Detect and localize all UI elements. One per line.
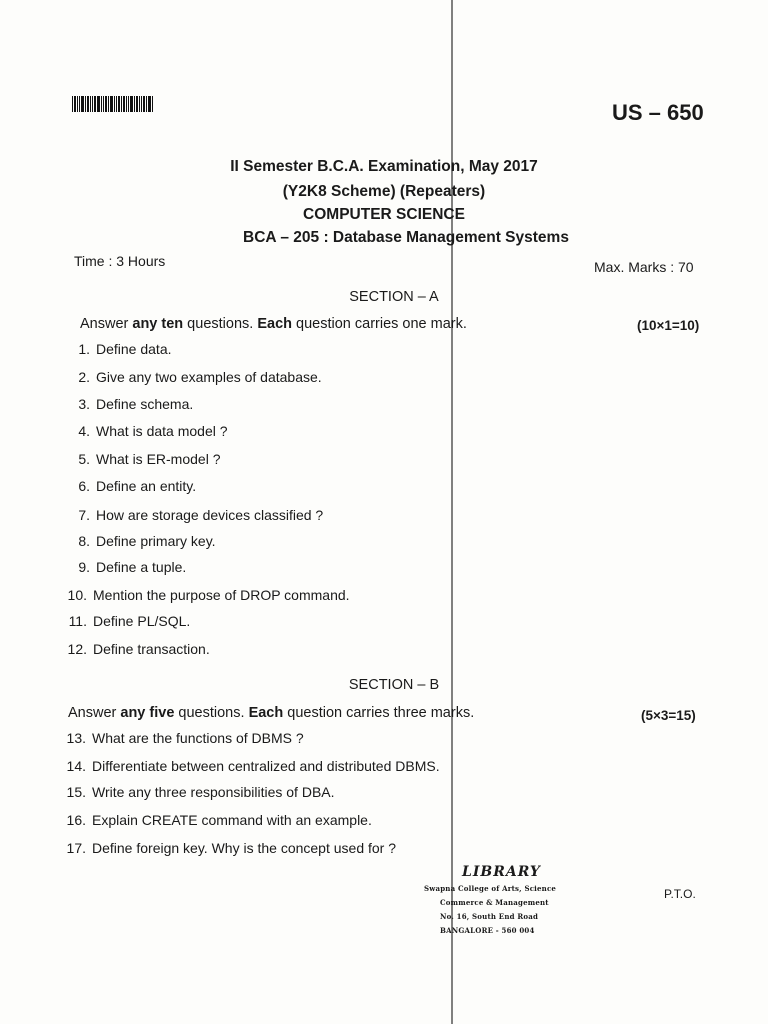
barcode-bar: [103, 96, 104, 112]
barcode-bar: [74, 96, 76, 112]
question-number: 4.: [78, 423, 90, 439]
barcode-bar: [143, 96, 145, 112]
exam-paper: BCA – 205 : Database Management Systems: [243, 229, 569, 246]
question-number: 5.: [78, 451, 90, 467]
barcode-bar: [152, 96, 153, 112]
question-text: Define data.: [96, 341, 172, 357]
question-number: 15.: [66, 784, 86, 800]
pto-label: P.T.O.: [664, 887, 696, 901]
question-item: [58, 784, 335, 800]
barcode-bar: [136, 96, 138, 112]
question-text: Define PL/SQL.: [93, 613, 191, 629]
question-text: Define schema.: [96, 396, 194, 412]
question-item: [62, 396, 193, 412]
barcode-bar: [148, 96, 151, 112]
barcode-bar: [85, 96, 86, 112]
question-text: Mention the purpose of DROP command.: [93, 587, 350, 603]
question-number: 7.: [78, 507, 90, 523]
question-text: Give any two examples of database.: [96, 369, 322, 385]
question-number: 9.: [78, 559, 90, 575]
question-number: 14.: [66, 758, 86, 774]
fold-line: [451, 0, 453, 1024]
exam-scheme: (Y2K8 Scheme) (Repeaters): [282, 183, 486, 200]
barcode-bar: [130, 96, 133, 112]
question-text: Define transaction.: [93, 641, 210, 657]
library-stamp-line: Swapna College of Arts, Science: [424, 884, 557, 893]
barcode-bar: [128, 96, 129, 112]
question-text: Define foreign key. Why is the concept used for ?: [92, 840, 397, 856]
question-text: Write any three responsibilities of DBA.: [92, 784, 335, 800]
question-number: 2.: [78, 369, 90, 385]
section-a-allocation: (10×1=10): [637, 318, 700, 333]
library-stamp-line: Commerce & Management: [440, 898, 549, 907]
barcode-bar: [101, 96, 102, 112]
question-number: 16.: [66, 812, 86, 828]
barcode-bar: [108, 96, 109, 112]
barcode-bar: [126, 96, 127, 112]
section-a-title: SECTION – A: [349, 289, 439, 305]
question-item: [62, 478, 196, 494]
library-stamp-line: BANGALORE - 560 004: [440, 926, 535, 935]
question-text: Explain CREATE command with an example.: [92, 812, 372, 828]
question-item: [62, 451, 220, 467]
question-text: Define an entity.: [96, 478, 197, 494]
question-text: Define a tuple.: [96, 559, 187, 575]
question-item: [62, 533, 216, 549]
question-number: 3.: [78, 396, 90, 412]
question-item: [62, 507, 323, 523]
question-number: 17.: [66, 840, 86, 856]
question-number: 10.: [67, 587, 87, 603]
barcode-bar: [118, 96, 120, 112]
question-text: What is ER-model ?: [96, 451, 221, 467]
barcode-bar: [94, 96, 96, 112]
question-item: [58, 758, 440, 774]
section-b-title: SECTION – B: [348, 677, 440, 693]
max-marks: Max. Marks : 70: [594, 259, 694, 275]
question-item: [62, 423, 228, 439]
barcode-bar: [116, 96, 117, 112]
barcode-bar: [72, 96, 73, 112]
question-item: [59, 641, 210, 657]
question-number: 12.: [67, 641, 87, 657]
question-item: [58, 730, 304, 746]
barcode-bar: [97, 96, 100, 112]
question-text: What are the functions of DBMS ?: [92, 730, 304, 746]
barcode-bar: [139, 96, 140, 112]
barcode-bar: [87, 96, 89, 112]
question-item: [58, 812, 372, 828]
barcode-bar: [146, 96, 147, 112]
question-text: Define primary key.: [96, 533, 216, 549]
section-b-allocation: (5×3=15): [641, 708, 696, 723]
question-number: 11.: [68, 613, 87, 629]
exam-subject: COMPUTER SCIENCE: [303, 206, 465, 223]
question-item: [58, 840, 396, 856]
barcode-bar: [110, 96, 113, 112]
time-allowed: Time : 3 Hours: [74, 253, 166, 269]
question-text: What is data model ?: [96, 423, 228, 439]
barcode-bar: [90, 96, 91, 112]
barcode-bar: [81, 96, 84, 112]
question-number: 6.: [78, 478, 90, 494]
question-item: [59, 613, 190, 629]
paper-code: US – 650: [612, 100, 704, 125]
barcode-bar: [77, 96, 78, 112]
question-item: [62, 559, 186, 575]
question-number: 13.: [66, 730, 86, 746]
exam-title: II Semester B.C.A. Examination, May 2017: [230, 158, 538, 175]
barcode-bar: [114, 96, 115, 112]
section-a-instructions: Answer any ten questions. Each question carries one mark.: [80, 316, 467, 332]
question-number: 1.: [78, 341, 90, 357]
question-text: How are storage devices classified ?: [96, 507, 324, 523]
question-item: [62, 341, 172, 357]
question-item: [62, 369, 322, 385]
section-b-instructions: Answer any five questions. Each question carries three marks.: [68, 705, 475, 721]
question-text: Differentiate between centralized and distributed DBMS.: [92, 758, 440, 774]
library-stamp-title: LIBRARY: [462, 864, 541, 880]
barcode-bar: [92, 96, 93, 112]
question-number: 8.: [78, 533, 90, 549]
barcode-bar: [123, 96, 125, 112]
barcode-bar: [121, 96, 122, 112]
barcode-bar: [79, 96, 80, 112]
barcode-bar: [141, 96, 142, 112]
barcode: [72, 96, 178, 112]
barcode-bar: [134, 96, 135, 112]
library-stamp-line: No. 16, South End Road: [440, 912, 539, 921]
barcode-bar: [105, 96, 107, 112]
question-item: [59, 587, 350, 603]
